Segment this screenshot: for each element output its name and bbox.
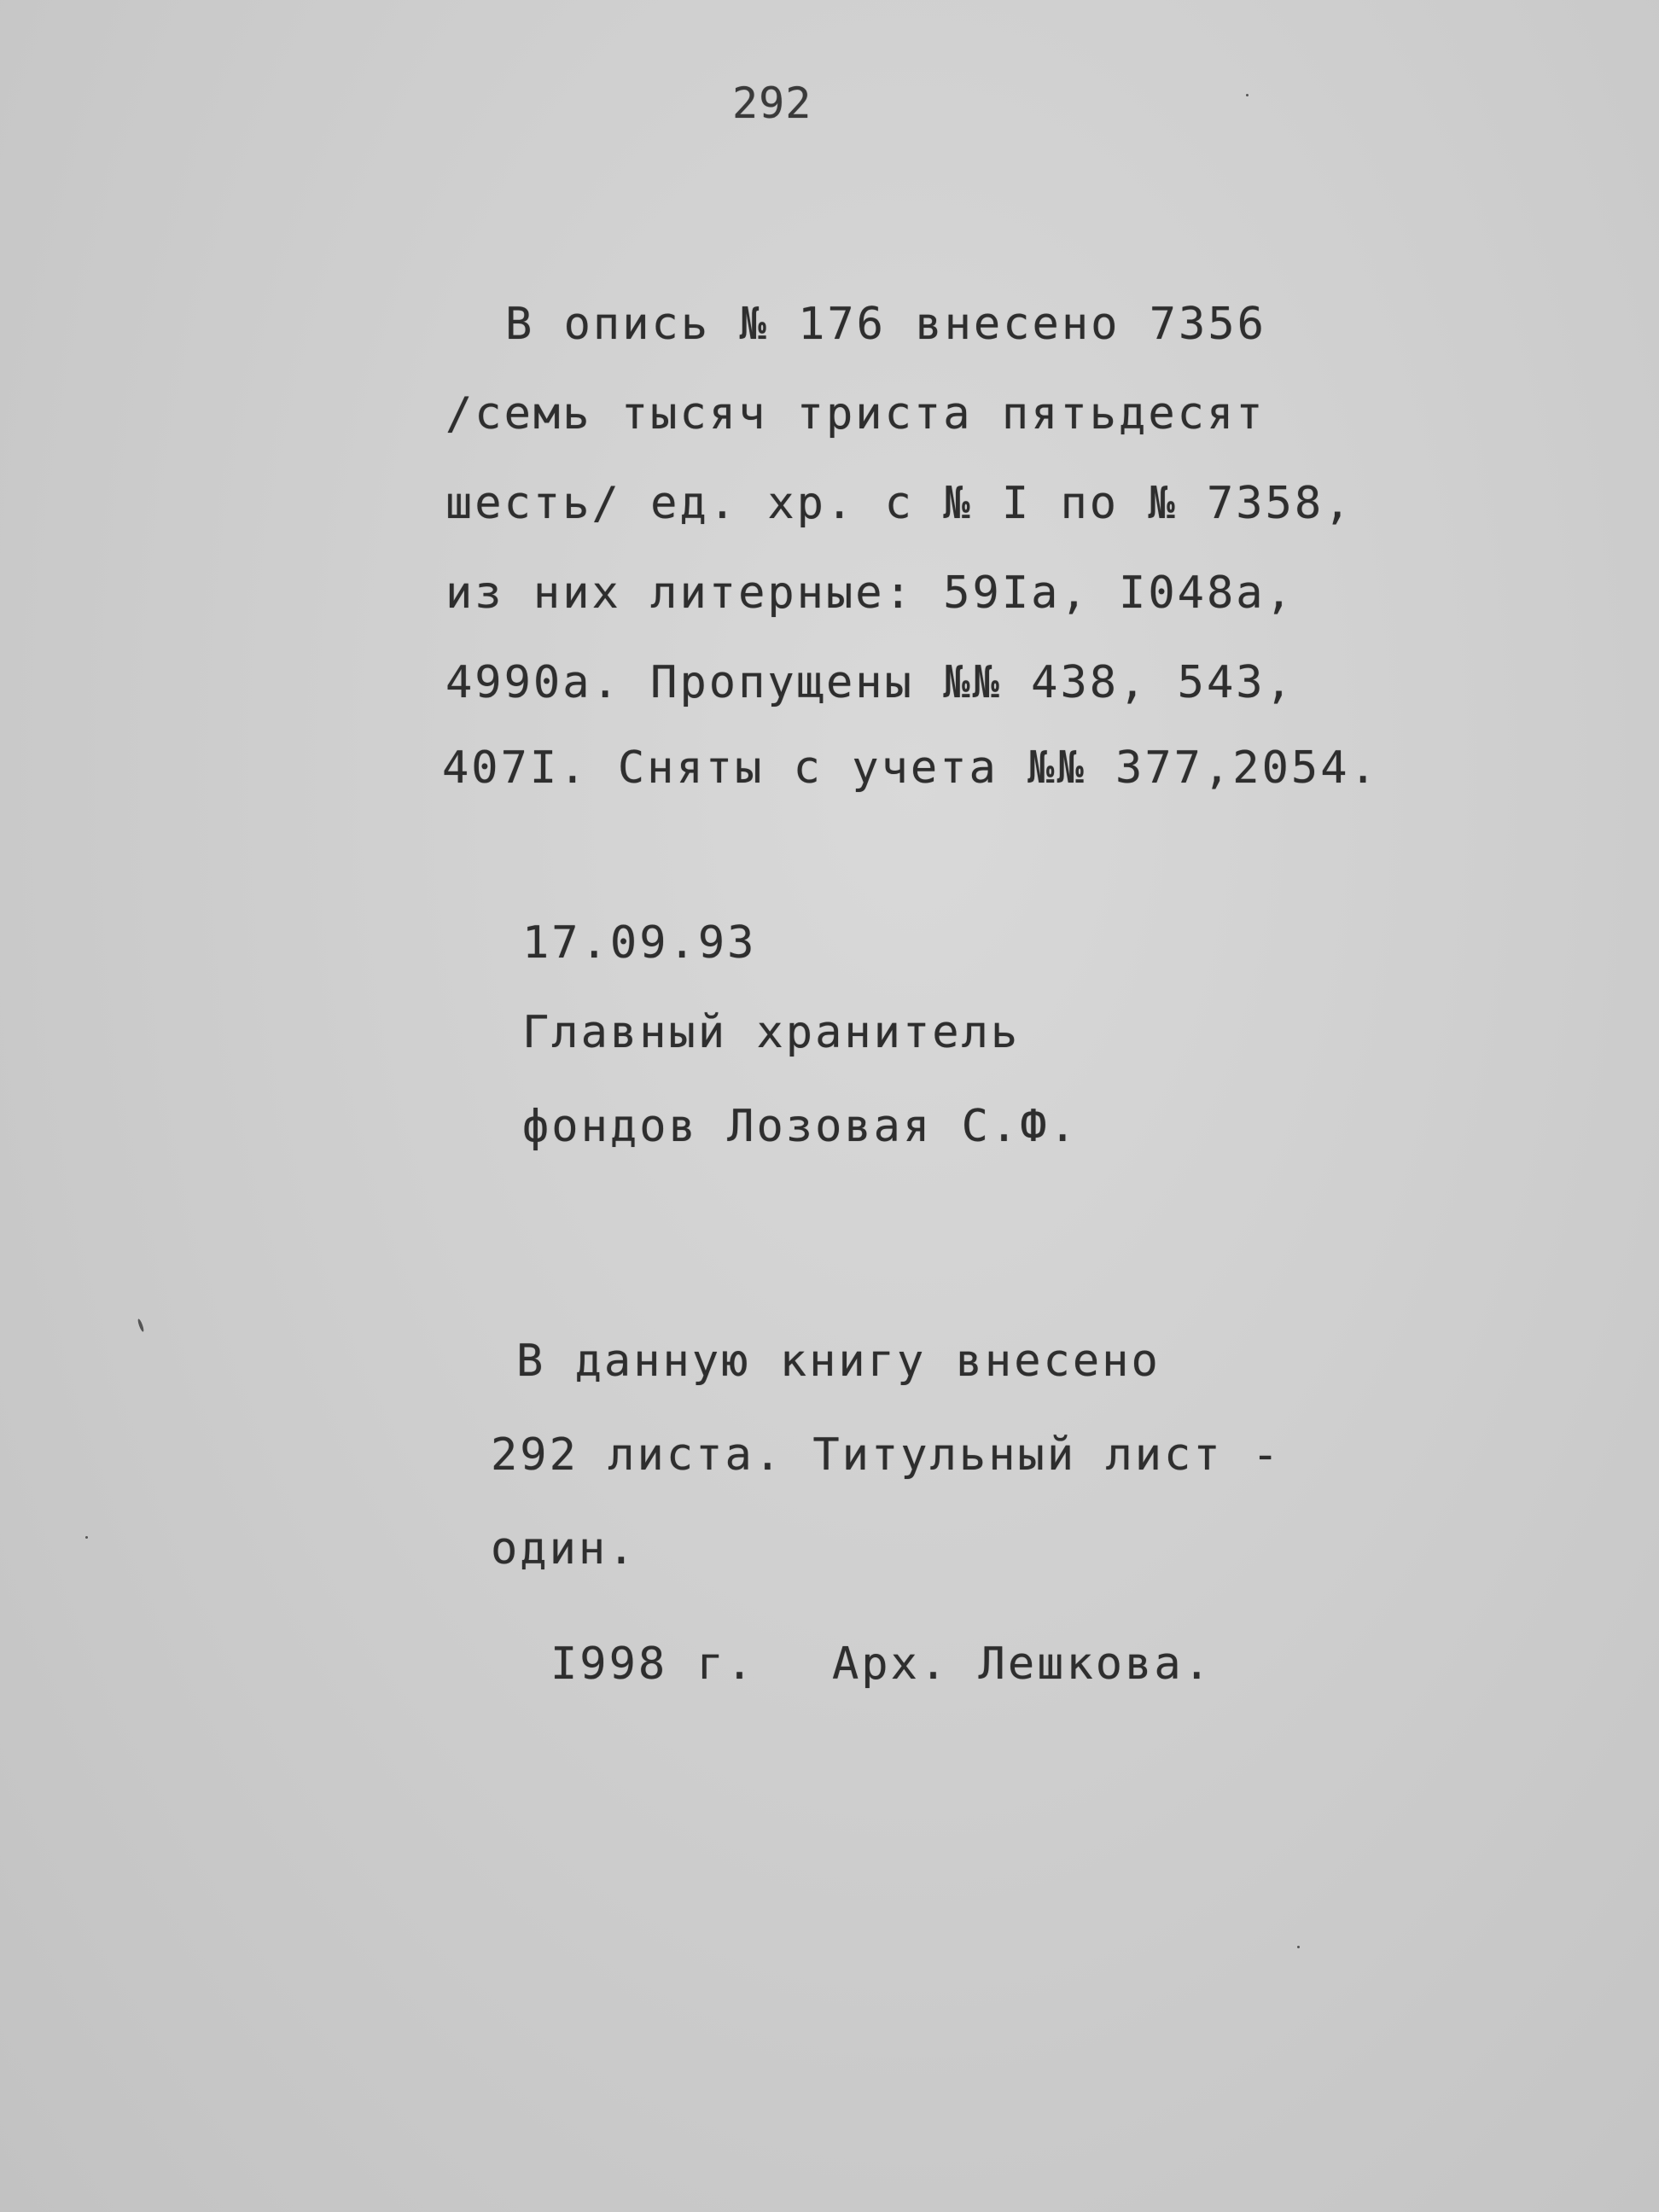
page-number: 292: [732, 79, 812, 128]
inventory-note-line: 407I. Сняты с учета №№ 377,2054.: [442, 742, 1379, 794]
signoff-year: I998 г.: [550, 1639, 756, 1690]
book-note-line: 292 листа. Титульный лист -: [491, 1429, 1282, 1481]
inventory-note-line: В опись № 176 внесено 7356: [505, 299, 1266, 350]
paper-speck: [1246, 94, 1249, 96]
paper-speck: [137, 1318, 144, 1332]
record-date: 17.09.93: [522, 917, 757, 969]
paper-speck: [1297, 1946, 1300, 1948]
inventory-note-line: /семь тысяч триста пятьдесят: [445, 388, 1266, 439]
keeper-name: фондов Лозовая С.Ф.: [522, 1101, 1079, 1152]
inventory-note-line: шесть/ ед. хр. с № I по № 7358,: [445, 478, 1353, 529]
archivist-signature: Арх. Лешкова.: [832, 1639, 1213, 1690]
book-note-line: один.: [491, 1523, 637, 1575]
paper-speck: [85, 1536, 88, 1539]
keeper-position: Главный хранитель: [522, 1007, 1021, 1058]
book-note-line: В данную книгу внесено: [516, 1336, 1161, 1387]
inventory-note-line: из них литерные: 59Iа, I048а,: [445, 568, 1295, 619]
inventory-note-line: 4990а. Пропущены №№ 438, 543,: [445, 657, 1295, 708]
